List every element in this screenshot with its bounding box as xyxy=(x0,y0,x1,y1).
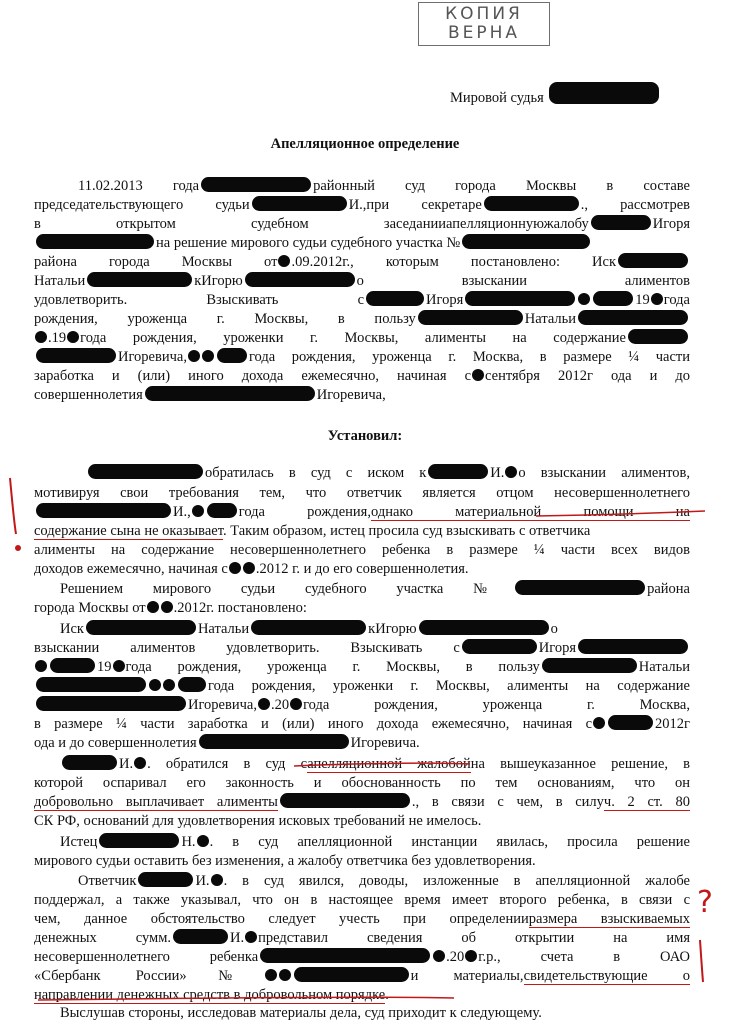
text-fragment: города Москвы от xyxy=(34,600,146,616)
redaction-dot xyxy=(472,369,484,381)
text-fragment: районный суд города Москвы в составе xyxy=(313,178,690,194)
redaction xyxy=(260,948,430,963)
text-fragment: Натальи xyxy=(638,659,690,675)
text-fragment: И. xyxy=(490,465,505,481)
p2-line-2 xyxy=(34,599,690,618)
redaction xyxy=(428,464,488,479)
text-fragment: г.р., счета в ОАО xyxy=(478,949,690,965)
document-title: Апелляционное определение xyxy=(270,136,460,152)
text-fragment: жалобу xyxy=(543,216,589,232)
p5-line-2: мирового судьи оставить без изменения, а жалобу ответчика без удовлетворения. xyxy=(34,853,536,869)
intro-line-5 xyxy=(34,253,690,272)
text-fragment: Игоревича, xyxy=(118,349,187,365)
redaction xyxy=(62,755,117,770)
text-fragment: о взыскании алиментов xyxy=(356,273,690,289)
redaction xyxy=(578,310,688,325)
text-fragment: сентября 2012г ода и до xyxy=(485,368,690,384)
text-fragment: на решение мирового судьи судебного участка № xyxy=(156,235,461,251)
text-fragment: ода и до совершеннолетия xyxy=(34,735,197,751)
redaction xyxy=(145,386,315,401)
p1-line-1 xyxy=(86,464,690,483)
redaction xyxy=(50,658,95,673)
redaction xyxy=(99,833,179,848)
redaction-dot xyxy=(188,350,200,362)
p1-line-2: мотивируя свои требования тем, что ответчик является отцом несовершеннолетнего xyxy=(34,485,690,501)
redaction xyxy=(217,348,247,363)
margin-bar-stroke xyxy=(700,940,703,982)
text-fragment: .19 xyxy=(48,330,67,346)
text-fragment: денежных сумм. xyxy=(34,930,172,946)
intro-line-6 xyxy=(34,272,690,291)
redaction-dot xyxy=(265,969,277,981)
redaction xyxy=(251,620,366,635)
text-fragment: 19 xyxy=(97,659,112,675)
text-fragment: взыскании алиментов удовлетворить. Взыскивать с xyxy=(34,640,460,656)
text-fragment: Истец xyxy=(60,834,98,850)
text-fragment: заработка и (или) иного дохода ежемесячно, начиная с xyxy=(34,368,472,384)
text-fragment: Натальи xyxy=(524,311,576,327)
p6-line-7 xyxy=(34,986,690,1005)
text-fragment: размера взыскиваемых xyxy=(528,911,690,927)
intro-line-11 xyxy=(34,367,690,386)
text-fragment: Натальи xyxy=(197,621,250,637)
redaction xyxy=(591,215,651,230)
redaction xyxy=(88,464,203,479)
redaction xyxy=(515,580,645,595)
redaction xyxy=(36,677,146,692)
text-fragment: «Сбербанк России» xyxy=(34,968,187,984)
text-fragment: .2012 г. и до его совершеннолетия. xyxy=(255,561,469,577)
redaction xyxy=(199,734,349,749)
text-fragment: Игоря xyxy=(538,640,576,656)
text-fragment: на вышеуказанное решение, в xyxy=(470,756,691,772)
p6-line-3 xyxy=(34,910,690,929)
redaction xyxy=(465,291,575,306)
text-fragment: . xyxy=(385,987,389,1003)
text-fragment: совершеннолетия xyxy=(34,387,143,403)
text-fragment: года xyxy=(663,292,690,308)
text-fragment: к xyxy=(194,273,202,289)
p6-line-4 xyxy=(34,929,690,948)
text-fragment: Игоря xyxy=(652,216,690,232)
text-fragment: председательствующего судьи xyxy=(34,197,250,213)
text-fragment: . в суд апелляционной инстанции явилась, просила решение xyxy=(209,834,690,850)
redaction xyxy=(418,310,523,325)
text-fragment: И. xyxy=(119,756,134,772)
text-fragment: 19 xyxy=(635,292,650,308)
redaction xyxy=(366,291,424,306)
text-fragment: апелляционной жалобой xyxy=(307,756,471,772)
redaction-dot xyxy=(651,293,663,305)
text-fragment: однако материальной помощи на xyxy=(370,504,690,520)
text-fragment: .2012г. постановлено: xyxy=(173,600,307,616)
text-fragment: года рождения, уроженца г. Москва, xyxy=(303,697,690,713)
text-fragment: района города Москвы от xyxy=(34,254,278,270)
stamp-line-2: ВЕРНА xyxy=(447,23,521,43)
question-mark: ? xyxy=(697,885,713,920)
intro-line-1 xyxy=(78,177,690,196)
redaction xyxy=(419,620,549,635)
redaction-dot xyxy=(202,350,214,362)
text-fragment: свидетельствующие о xyxy=(523,968,690,984)
text-fragment: ., рассмотрев xyxy=(580,197,691,213)
text-fragment: . Таким образом, истец просила суд взыскивать с ответчика xyxy=(222,523,591,539)
text-fragment: . обратился в суд с xyxy=(147,756,308,772)
judge-label: Мировой судья xyxy=(450,90,544,106)
redaction-dot xyxy=(163,679,175,691)
redaction-dot xyxy=(161,601,173,613)
text-fragment: к xyxy=(368,621,376,637)
text-fragment: года рождения, уроженца г. Москва, в размере ¼ части xyxy=(248,349,690,365)
text-fragment: года рождения, уроженки г. Москвы, алименты на содержание xyxy=(80,330,626,346)
text-fragment: года рождения, xyxy=(238,504,371,520)
text-fragment: Игоря xyxy=(426,292,464,308)
intro-line-3 xyxy=(34,215,690,234)
text-fragment: Игорю xyxy=(375,621,417,637)
text-fragment: Ответчик xyxy=(78,873,137,889)
redaction-dot xyxy=(243,562,255,574)
p1-line-4 xyxy=(34,522,690,541)
redaction-dot xyxy=(433,950,445,962)
text-fragment: ., в связи с чем, в силу xyxy=(411,794,604,810)
redaction-dot xyxy=(134,757,146,769)
redaction xyxy=(280,793,410,808)
redaction xyxy=(618,253,688,268)
text-fragment: И., xyxy=(173,504,191,520)
p6-line-1 xyxy=(78,872,690,891)
text-fragment: И. xyxy=(195,873,210,889)
redaction xyxy=(549,82,659,104)
text-fragment: доходов ежемесячно, начиная с xyxy=(34,561,228,577)
judge-header xyxy=(450,82,661,107)
p4-line-3 xyxy=(34,793,690,812)
redaction xyxy=(36,234,154,249)
redaction xyxy=(178,677,206,692)
text-fragment: представил сведения об открытии на имя xyxy=(258,930,690,946)
p1-line-5: алименты на содержание несовершеннолетнего ребенка в размере ¼ части всех видов xyxy=(34,542,690,558)
text-fragment: района xyxy=(647,581,690,597)
text-fragment: года рождения, уроженки г. Москвы, алименты на содержание xyxy=(208,678,690,694)
text-fragment: рождения, уроженца г. Москвы, в пользу xyxy=(34,311,416,327)
margin-exclamation-dot xyxy=(15,545,21,551)
redaction xyxy=(628,329,688,344)
text-fragment: Решением мирового судьи судебного участка № xyxy=(60,581,514,597)
p3-line-4 xyxy=(34,677,690,696)
redaction xyxy=(462,639,537,654)
redaction-dot xyxy=(67,331,79,343)
p3-line-5 xyxy=(34,696,690,715)
text-fragment: 11.02.2013 года xyxy=(78,178,200,194)
text-fragment: и материалы, xyxy=(410,968,524,984)
text-fragment: .09.2012г., которым постановлено: Иск xyxy=(291,254,616,270)
text-fragment: содержание сына не оказывает xyxy=(34,523,223,539)
redaction-dot xyxy=(229,562,241,574)
redaction xyxy=(593,291,633,306)
intro-line-2 xyxy=(34,196,690,215)
redaction-dot xyxy=(35,660,47,672)
text-fragment: о xyxy=(550,621,558,637)
redaction-dot xyxy=(192,505,204,517)
redaction xyxy=(252,196,347,211)
text-fragment: Игоревича. xyxy=(350,735,420,751)
redaction-dot xyxy=(290,698,302,710)
redaction xyxy=(36,696,186,711)
redaction xyxy=(207,503,237,518)
text-fragment: .20 xyxy=(270,697,290,713)
intro-line-8 xyxy=(34,310,690,329)
copy-stamp xyxy=(418,2,550,46)
redaction-dot xyxy=(113,660,125,672)
p3-line-7 xyxy=(34,734,690,753)
text-fragment: Иск xyxy=(60,621,84,637)
redaction xyxy=(86,620,196,635)
intro-line-12 xyxy=(34,386,690,405)
redaction xyxy=(36,348,116,363)
p4-line-4: СК РФ, оснований для удовлетворения исковых требований не имелось. xyxy=(34,813,482,829)
redaction xyxy=(578,639,688,654)
p1-line-6 xyxy=(34,560,690,579)
redaction-dot xyxy=(505,466,517,478)
text-fragment: ч. 2 ст. 80 xyxy=(603,794,690,810)
margin-exclamation-stroke xyxy=(10,478,16,534)
redaction xyxy=(484,196,579,211)
redaction-dot xyxy=(149,679,161,691)
redaction xyxy=(245,272,355,287)
text-fragment: чем, данное обстоятельство следует учесть при определении xyxy=(34,911,529,927)
p3-line-1 xyxy=(60,620,690,639)
redaction-dot xyxy=(465,950,477,962)
redaction-dot xyxy=(278,255,290,267)
p3-line-2 xyxy=(34,639,690,658)
text-fragment: при секретаре xyxy=(366,197,482,213)
section-heading: Установил: xyxy=(327,428,403,444)
text-fragment: № xyxy=(186,968,264,984)
redaction xyxy=(36,503,171,518)
text-fragment: Натальи xyxy=(34,273,86,289)
text-fragment: о взыскании алиментов, xyxy=(518,465,690,481)
p1-line-3 xyxy=(34,503,690,522)
text-fragment: Н. xyxy=(181,834,196,850)
intro-line-4 xyxy=(34,234,690,253)
text-fragment: года рождения, уроженца г. Москвы, в пользу xyxy=(125,659,540,675)
text-fragment: Игоревича, xyxy=(316,387,386,403)
redaction-dot xyxy=(578,293,590,305)
p6-line-2: поддержал, а также указывал, что он в настоящее время имеет второго ребенка, в связи с xyxy=(34,892,690,908)
intro-line-9 xyxy=(34,329,690,348)
text-fragment: направлении денежных средств в добровольном порядке xyxy=(34,987,386,1003)
redaction xyxy=(201,177,311,192)
p4-line-1 xyxy=(60,755,690,774)
text-fragment: обратилась в суд с иском к xyxy=(205,465,427,481)
redaction-dot xyxy=(593,717,605,729)
text-fragment: удовлетворить. Взыскивать с xyxy=(34,292,365,308)
redaction xyxy=(608,715,653,730)
text-fragment: И., xyxy=(348,197,367,213)
p7-line-1: Выслушав стороны, исследовав материалы дела, суд приходит к следующему. xyxy=(60,1005,542,1021)
text-fragment: 2012г xyxy=(655,716,690,732)
p4-line-2: которой оспаривал его законность и обоснованность по тем основаниям, что он xyxy=(34,775,690,791)
redaction-dot xyxy=(211,874,223,886)
text-fragment: .20 xyxy=(446,949,465,965)
intro-line-7 xyxy=(34,291,690,310)
text-fragment: апелляционную xyxy=(446,216,544,232)
text-fragment: И. xyxy=(230,930,245,946)
redaction xyxy=(462,234,590,249)
text-fragment: в открытом судебном заседании xyxy=(34,216,447,232)
text-fragment: . в суд явился, доводы, изложенные в апелляционной жалобе xyxy=(223,873,690,889)
p5-line-1 xyxy=(60,833,690,852)
p2-line-1 xyxy=(60,580,690,599)
redaction xyxy=(173,929,228,944)
p3-line-3 xyxy=(34,658,690,677)
text-fragment: в размере ¼ части заработка и (или) иного дохода ежемесячно, начиная с xyxy=(34,716,593,732)
stamp-line-1: КОПИЯ xyxy=(445,4,523,24)
text-fragment: добровольно выплачивает алименты xyxy=(34,794,278,810)
redaction-dot xyxy=(245,931,257,943)
redaction-dot xyxy=(147,601,159,613)
redaction-dot xyxy=(197,835,209,847)
p6-line-6 xyxy=(34,967,690,986)
redaction xyxy=(294,967,409,982)
p6-line-5 xyxy=(34,948,690,967)
redaction-dot xyxy=(35,331,47,343)
text-fragment: несовершеннолетнего ребенка xyxy=(34,949,259,965)
redaction-dot xyxy=(279,969,291,981)
redaction-dot xyxy=(258,698,270,710)
redaction xyxy=(87,272,192,287)
text-fragment: Игорю xyxy=(201,273,243,289)
p3-line-6 xyxy=(34,715,690,734)
text-fragment: Игоревича, xyxy=(188,697,257,713)
redaction xyxy=(542,658,637,673)
intro-line-10 xyxy=(34,348,690,367)
redaction xyxy=(138,872,193,887)
